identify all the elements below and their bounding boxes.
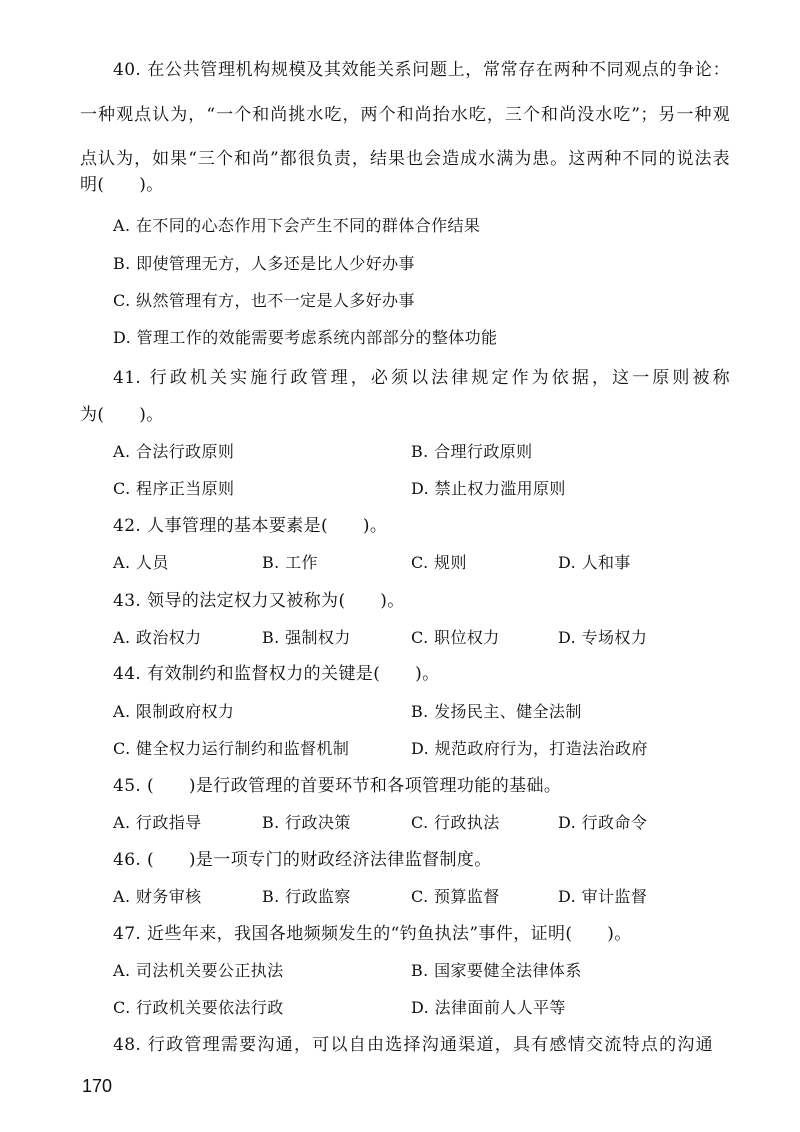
question-42-option-b: B. 工作	[262, 553, 318, 572]
question-43-option-b: B. 强制权力	[262, 628, 351, 647]
question-40-option-c: C. 纵然管理有方，也不一定是人多好办事	[113, 291, 415, 310]
question-45-option-b: B. 行政决策	[262, 813, 351, 832]
question-46-option-a: A. 财务审核	[113, 887, 202, 906]
question-46-stem: 46. ( )是一项专门的财政经济法律监督制度。	[113, 850, 492, 870]
question-45-stem: 45. ( )是行政管理的首要环节和各项管理功能的基础。	[113, 776, 562, 796]
question-41-option-b: B. 合理行政原则	[411, 442, 533, 461]
question-45-option-c: C. 行政执法	[411, 813, 500, 832]
question-41-option-c: C. 程序正当原则	[113, 479, 235, 498]
question-43-option-d: D. 专场权力	[558, 628, 648, 647]
question-47-stem: 47. 近些年来，我国各地频频发生的“钓鱼执法”事件，证明( )。	[113, 924, 632, 944]
question-43-option-a: A. 政治权力	[113, 628, 202, 647]
question-41-stem-line-2: 为( )。	[80, 405, 164, 425]
question-46-option-b: B. 行政监察	[262, 887, 351, 906]
question-47-option-b: B. 国家要健全法律体系	[411, 961, 582, 980]
question-41-option-d: D. 禁止权力滥用原则	[411, 479, 566, 498]
question-45-option-d: D. 行政命令	[558, 813, 648, 832]
question-44-option-c: C. 健全权力运行制约和监督机制	[113, 739, 350, 758]
question-47-option-a: A. 司法机关要公正执法	[113, 961, 284, 980]
question-46-option-c: C. 预算监督	[411, 887, 500, 906]
question-44-option-a: A. 限制政府权力	[113, 702, 235, 721]
question-46-option-d: D. 审计监督	[558, 887, 648, 906]
question-40-option-a: A. 在不同的心态作用下会产生不同的群体合作结果	[113, 216, 481, 235]
question-41-stem-line-1: 41. 行政机关实施行政管理，必须以法律规定作为依据，这一原则被称	[113, 368, 730, 388]
question-42-option-d: D. 人和事	[558, 553, 631, 572]
question-40-stem-line-3: 点认为，如果“三个和尚”都很负责，结果也会造成水满为患。这两种不同的说法表	[80, 149, 730, 169]
question-48-stem: 48. 行政管理需要沟通，可以自由选择沟通渠道，具有感情交流特点的沟通	[113, 1035, 713, 1055]
question-43-stem: 43. 领导的法定权力又被称为( )。	[113, 591, 405, 611]
question-40-option-d: D. 管理工作的效能需要考虑系统内部部分的整体功能	[113, 328, 498, 347]
question-42-stem: 42. 人事管理的基本要素是( )。	[113, 516, 388, 536]
question-47-option-d: D. 法律面前人人平等	[411, 998, 566, 1017]
question-41-option-a: A. 合法行政原则	[113, 442, 235, 461]
question-40-stem-line-4: 明( )。	[80, 175, 164, 195]
question-40-option-b: B. 即使管理无方，人多还是比人少好办事	[113, 254, 415, 273]
question-45-option-a: A. 行政指导	[113, 813, 202, 832]
question-42-option-c: C. 规则	[411, 553, 467, 572]
question-40-stem-line-2: 一种观点认为，“一个和尚挑水吃，两个和尚抬水吃，三个和尚没水吃”；另一种观	[80, 105, 730, 125]
question-42-option-a: A. 人员	[113, 553, 169, 572]
page-number: 170	[82, 1076, 113, 1096]
question-44-stem: 44. 有效制约和监督权力的关键是( )。	[113, 664, 440, 684]
question-44-option-d: D. 规范政府行为，打造法治政府	[411, 739, 648, 758]
question-47-option-c: C. 行政机关要依法行政	[113, 998, 284, 1017]
question-44-option-b: B. 发扬民主、健全法制	[411, 702, 582, 721]
question-43-option-c: C. 职位权力	[411, 628, 500, 647]
question-40-stem-line-1: 40. 在公共管理机构规模及其效能关系问题上，常常存在两种不同观点的争论：	[113, 60, 730, 80]
